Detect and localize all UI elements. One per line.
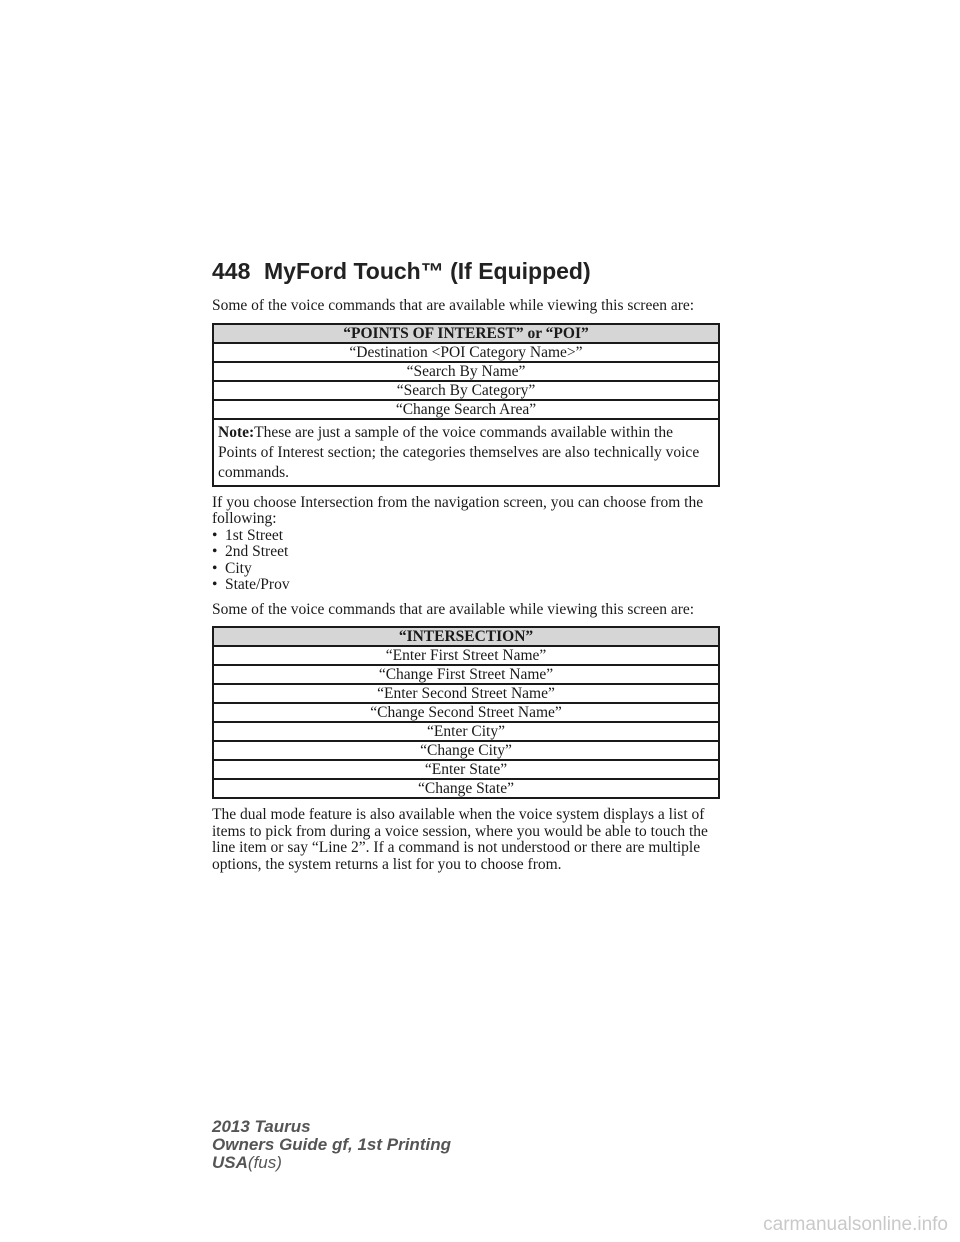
table-cell: “Destination <POI Category Name>” [213,343,719,362]
table-cell: “Change State” [213,779,719,798]
intro-paragraph-2: Some of the voice commands that are available while viewing this screen are: [212,600,695,618]
table-row [213,665,719,684]
page-header [212,258,591,285]
bullet-icon: • [212,543,218,560]
table-header-row [213,627,719,646]
table-row [213,343,719,362]
table-row [213,741,719,760]
list-item [212,561,720,578]
table-cell: “Search By Category” [213,381,719,400]
footer-line-2: Owners Guide gf, 1st Printing [212,1135,451,1154]
bullet-icon: • [212,559,218,577]
page-content [212,298,720,881]
table-note-row [213,419,719,486]
table-row [213,703,719,722]
footer-line-3 [212,1154,451,1172]
footer-region: USA [212,1153,248,1172]
chapter-title: MyFord Touch™ (If Equipped) [264,258,591,284]
list-item-text: State/Prov [225,576,290,593]
poi-note [213,419,719,486]
table-row [213,362,719,381]
table-cell: “Enter First Street Name” [213,646,719,665]
table-cell: “Search By Name” [213,362,719,381]
table-row [213,684,719,703]
page-number: 448 [212,258,251,284]
intersection-commands-table [212,626,720,799]
table-row [213,400,719,419]
table-cell: “Change Second Street Name” [213,703,719,722]
intro-paragraph-1: Some of the voice commands that are available while viewing this screen are: [212,297,695,314]
intersection-intro: If you choose Intersection from the navigation screen, you can choose from the following: [212,493,704,527]
list-item [212,528,720,545]
list-item-text: 2nd Street [225,543,289,560]
table-row [213,646,719,665]
table-row [213,381,719,400]
footer-line-1: 2013 Taurus [212,1117,311,1136]
table-row [213,722,719,741]
closing-paragraph: The dual mode feature is also available when the voice system displays a list of items to pick from during a voice session, where you would be able to touch the line item or say “Line 2”. If a command is not understood or there are multiple options, the system returns a list for you to choose from. [212,806,708,873]
table-row [213,779,719,798]
table-cell: “Change Search Area” [213,400,719,419]
poi-commands-table [212,323,720,487]
table-row [213,760,719,779]
footer-region-code: (fus) [247,1153,282,1172]
table-cell: “Enter State” [213,760,719,779]
list-item-text: City [225,559,252,577]
list-item-text: 1st Street [225,526,284,544]
table-cell: “Enter City” [213,722,719,741]
poi-table-heading: “POINTS OF INTEREST” or “POI” [213,324,719,343]
watermark: carmanualsonline.info [763,1214,948,1235]
page-footer [212,1118,451,1172]
list-item [212,577,720,594]
table-cell: “Change First Street Name” [213,665,719,684]
table-header-row [213,324,719,343]
table-cell: “Enter Second Street Name” [213,684,719,703]
note-label: Note: [218,423,255,441]
note-text: These are just a sample of the voice commands available within the Points of Interest section; the categories themselves are also technically voice commands. [218,423,700,481]
bullet-icon: • [212,576,218,593]
table-cell: “Change City” [213,741,719,760]
intersection-options-list [212,528,720,594]
bullet-icon: • [212,526,218,544]
intersection-table-heading: “INTERSECTION” [213,627,719,646]
list-item [212,544,720,561]
